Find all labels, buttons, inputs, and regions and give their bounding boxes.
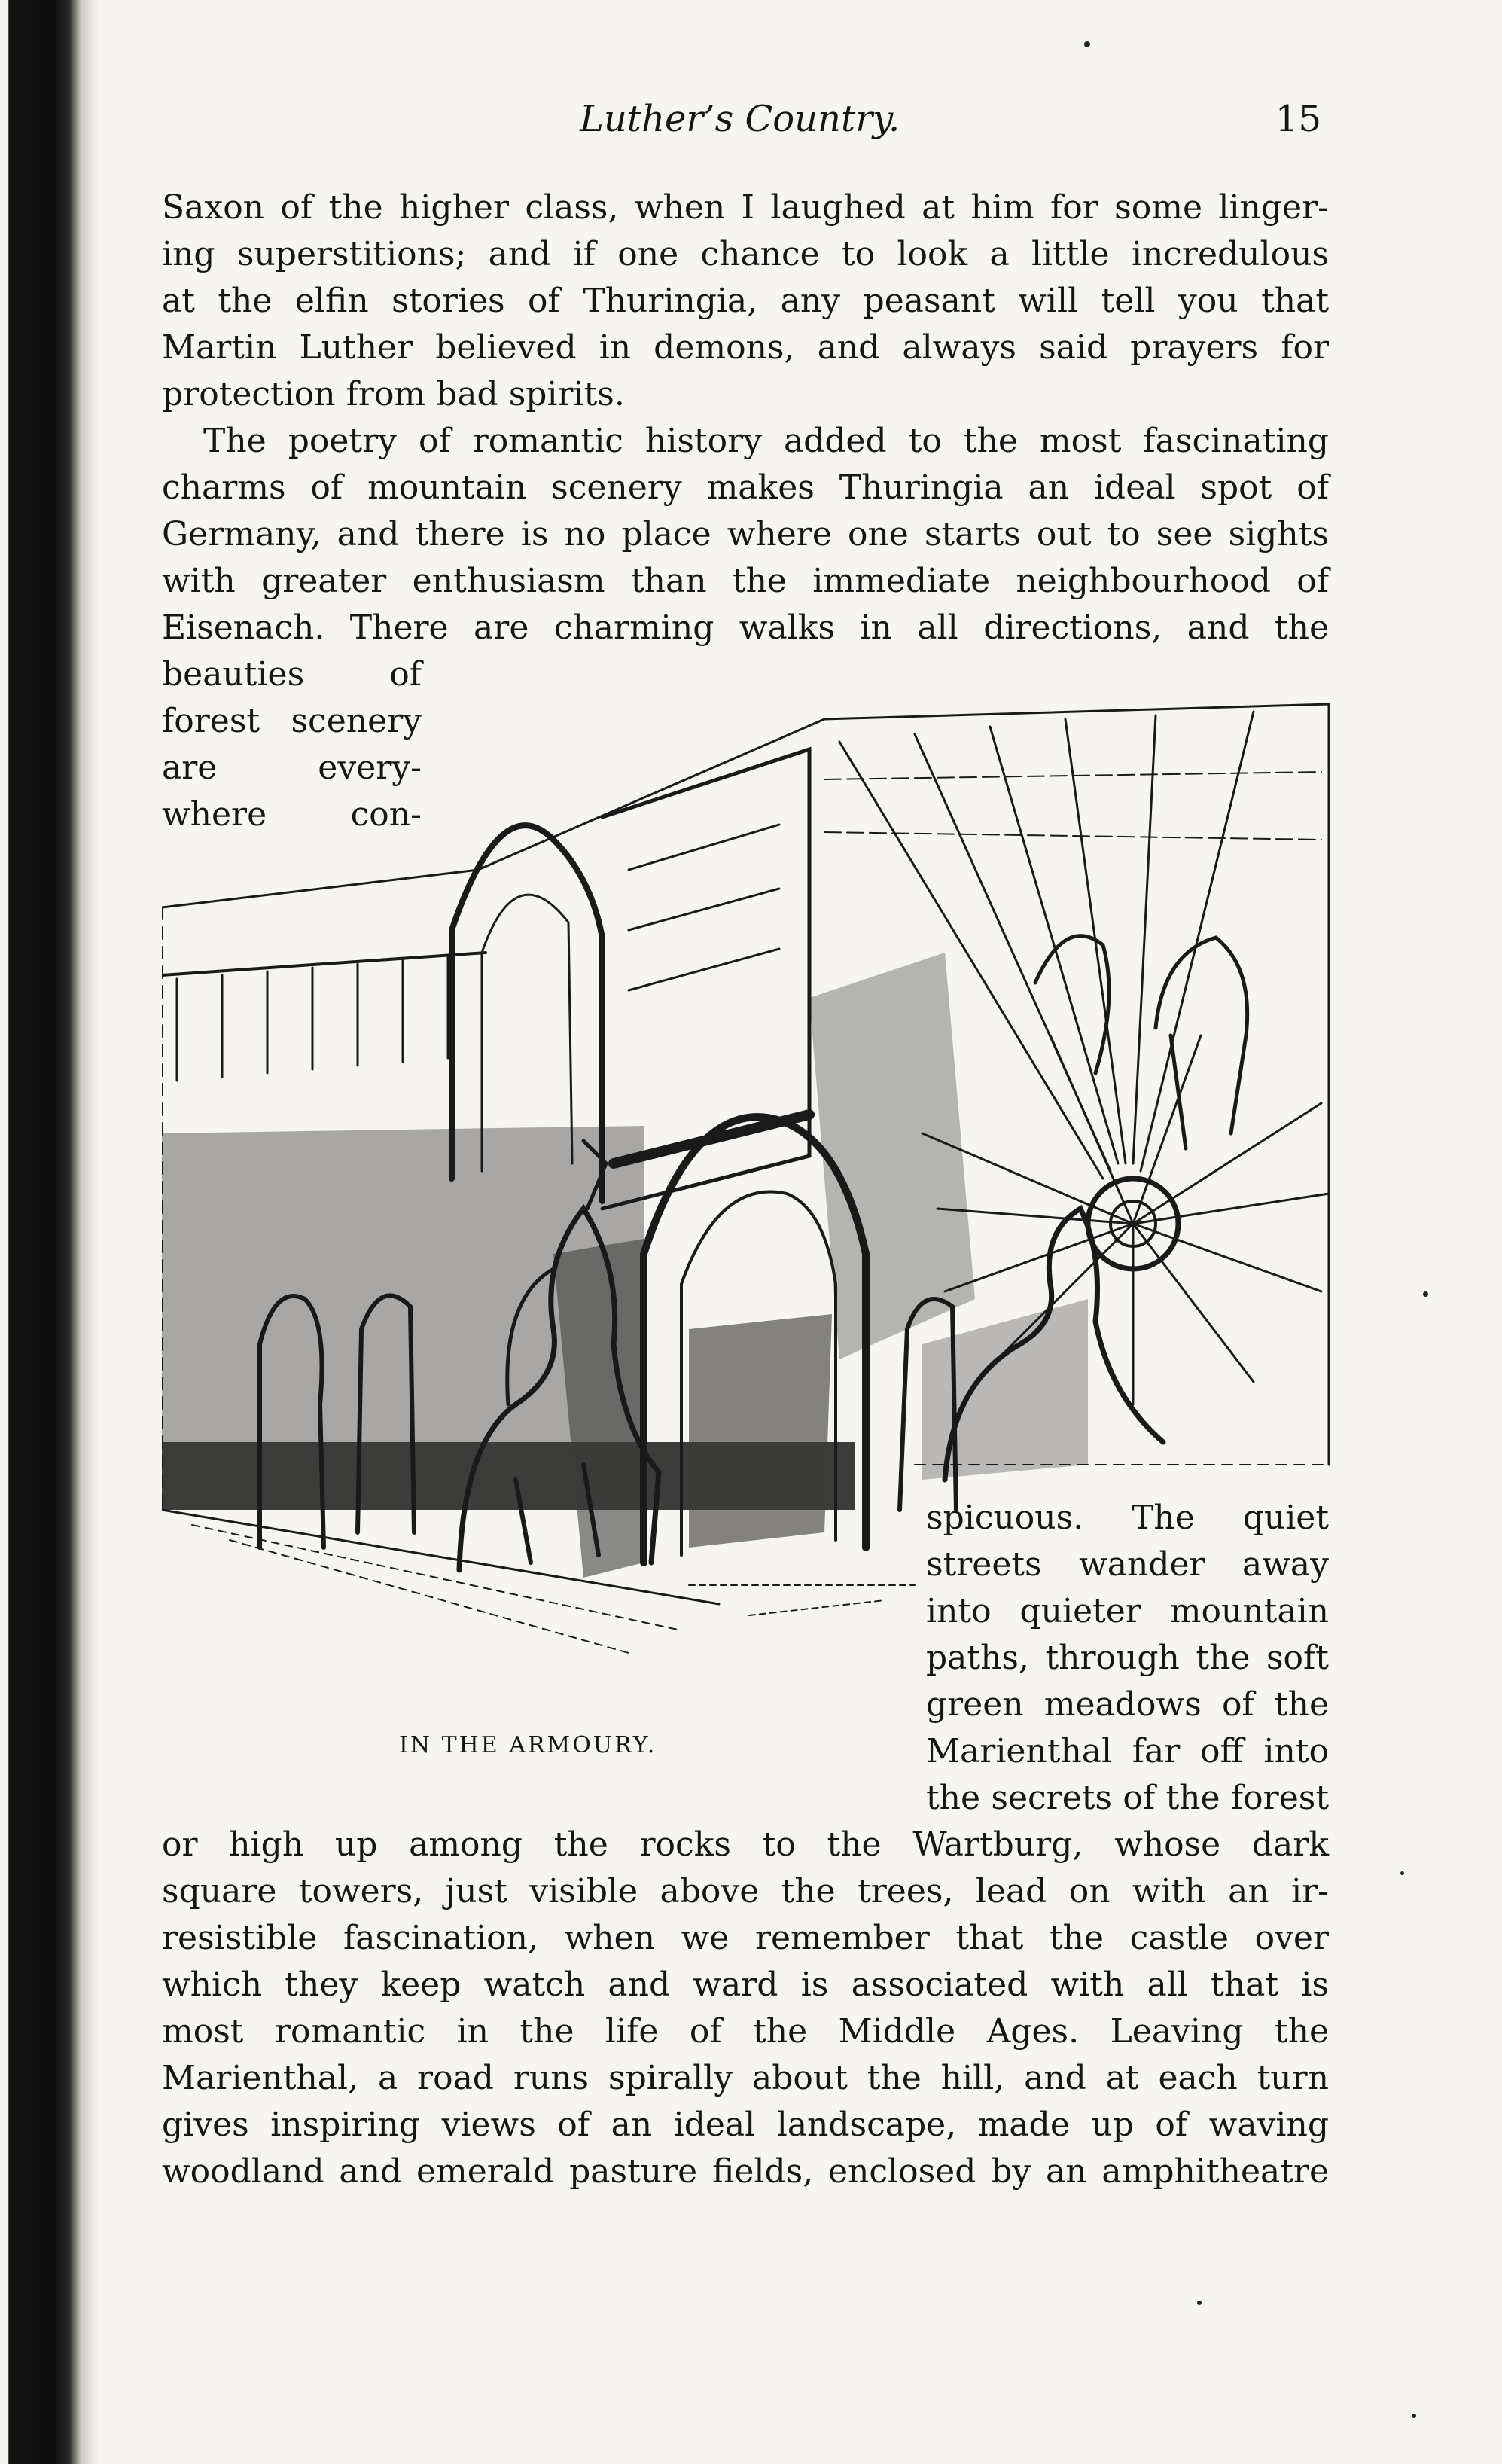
body-line: at the elfin stories of Thuringia, any peasant will tell you that: [162, 282, 1329, 320]
running-title: Luther’s Country.: [580, 98, 900, 140]
body-line: most romantic in the life of the Middle Ages. Leaving the: [162, 2012, 1329, 2051]
page-number: 15: [1275, 98, 1321, 140]
wrap-right-line: paths, through the soft: [926, 1639, 1329, 1677]
body-line: with greater enthusiasm than the immediate neighbourhood of: [162, 562, 1329, 600]
scan-speck: [1084, 41, 1090, 47]
wrap-right-line: into quieter mountain: [926, 1592, 1329, 1630]
wrap-left-line: forest scenery: [162, 702, 422, 740]
figure-caption: IN THE ARMOURY.: [399, 1732, 657, 1758]
body-line: Saxon of the higher class, when I laughed at him for some linger-: [162, 188, 1329, 227]
body-line: or high up among the rocks to the Wartburg, whose dark: [162, 1825, 1329, 1864]
wrap-left-line: where con-: [162, 795, 422, 834]
wrap-right-line: streets wander away: [926, 1545, 1329, 1584]
body-line: ing superstitions; and if one chance to look a little incredulous: [162, 235, 1329, 273]
wrap-right-line: spicuous. The quiet: [926, 1499, 1329, 1537]
wrap-left-line: are every-: [162, 749, 422, 787]
body-line: protection from bad spirits.: [162, 375, 625, 413]
body-line: charms of mountain scenery makes Thuringia an ideal spot of: [162, 468, 1329, 507]
wrap-left-line: beauties of: [162, 655, 422, 694]
wrap-right-line: Marienthal far off into: [926, 1732, 1329, 1770]
body-line: resistible fascination, when we remember that the castle over: [162, 1919, 1329, 1957]
scan-speck: [1412, 2414, 1416, 2418]
scan-speck: [1197, 2301, 1202, 2305]
scan-speck: [1400, 1871, 1404, 1875]
body-line: The poetry of romantic history added to the most fascinating: [203, 422, 1329, 460]
body-line: gives inspiring views of an ideal landscape, made up of waving: [162, 2106, 1329, 2144]
body-line: which they keep watch and ward is associated with all that is: [162, 1965, 1329, 2004]
body-line: woodland and emerald pasture fields, enclosed by an amphitheatre: [162, 2152, 1329, 2191]
body-line: Eisenach. There are charming walks in all directions, and the: [162, 608, 1329, 647]
page-header: [162, 98, 1329, 158]
wrap-right-line: the secrets of the forest: [926, 1779, 1329, 1817]
body-line: Martin Luther believed in demons, and always said prayers for: [162, 328, 1329, 367]
scan-speck: [1423, 1291, 1428, 1297]
body-line: Germany, and there is no place where one starts out to see sights: [162, 515, 1329, 553]
body-line: square towers, just visible above the trees, lead on with an ir-: [162, 1872, 1329, 1911]
book-spine-shadow: [0, 0, 98, 2464]
wrap-right-line: green meadows of the: [926, 1685, 1329, 1724]
body-line: Marienthal, a road runs spirally about the hill, and at each turn: [162, 2059, 1329, 2097]
